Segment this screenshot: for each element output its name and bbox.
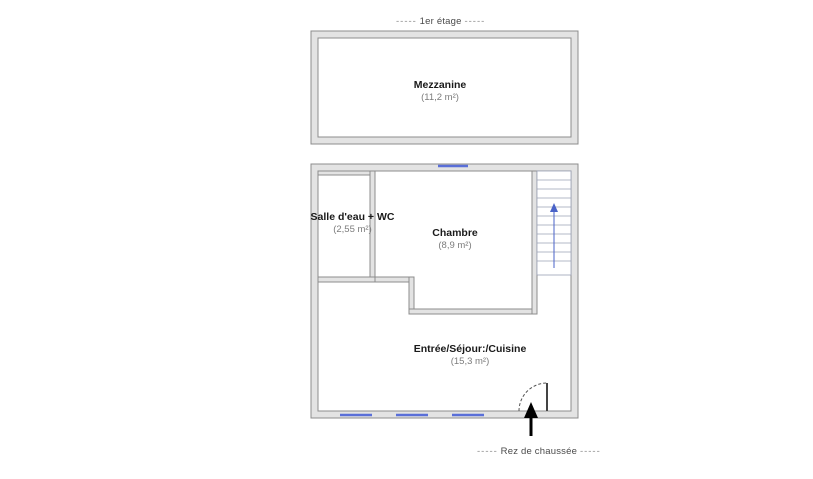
bathroom-wall-bottom bbox=[318, 277, 375, 282]
bedroom-wall-right bbox=[532, 171, 537, 314]
bathroom-wall-top bbox=[318, 171, 374, 175]
bedroom-wall-bottom-left bbox=[375, 277, 413, 282]
caption-text-upper: 1er étage bbox=[419, 16, 462, 27]
room-area-mezzanine: (11,2 m²) bbox=[421, 92, 459, 104]
caption-dash-left-lower: ----- bbox=[477, 446, 498, 457]
room-name-mezzanine: Mezzanine bbox=[413, 79, 467, 91]
room-name-entree-sejour-cuisine: Entrée/Séjour:/Cuisine bbox=[413, 343, 527, 355]
room-name-chambre: Chambre bbox=[432, 227, 478, 239]
mezzanine-level-group bbox=[311, 31, 578, 144]
room-area-chambre: (8,9 m²) bbox=[438, 240, 472, 252]
room-area-entree-sejour-cuisine: (15,3 m²) bbox=[450, 356, 490, 368]
bedroom-wall-step bbox=[409, 277, 414, 313]
mezzanine-room-interior bbox=[318, 38, 571, 137]
caption-dash-left-upper: ----- bbox=[396, 16, 417, 27]
ground-floor-level-group bbox=[311, 164, 578, 436]
staircase bbox=[537, 171, 571, 275]
level-caption-lower bbox=[477, 446, 601, 457]
caption-dash-right-lower: ----- bbox=[579, 446, 601, 457]
caption-text-lower: Rez de chaussée bbox=[500, 446, 578, 457]
bedroom-wall-bottom bbox=[409, 309, 537, 314]
bathroom-wall-right bbox=[370, 171, 375, 281]
caption-dash-right-upper: ----- bbox=[464, 16, 486, 27]
level-caption-upper bbox=[396, 16, 485, 27]
room-area-salle-deau-wc: (2,55 m²) bbox=[333, 224, 372, 236]
room-name-salle-deau-wc: Salle d'eau + WC bbox=[310, 211, 395, 223]
